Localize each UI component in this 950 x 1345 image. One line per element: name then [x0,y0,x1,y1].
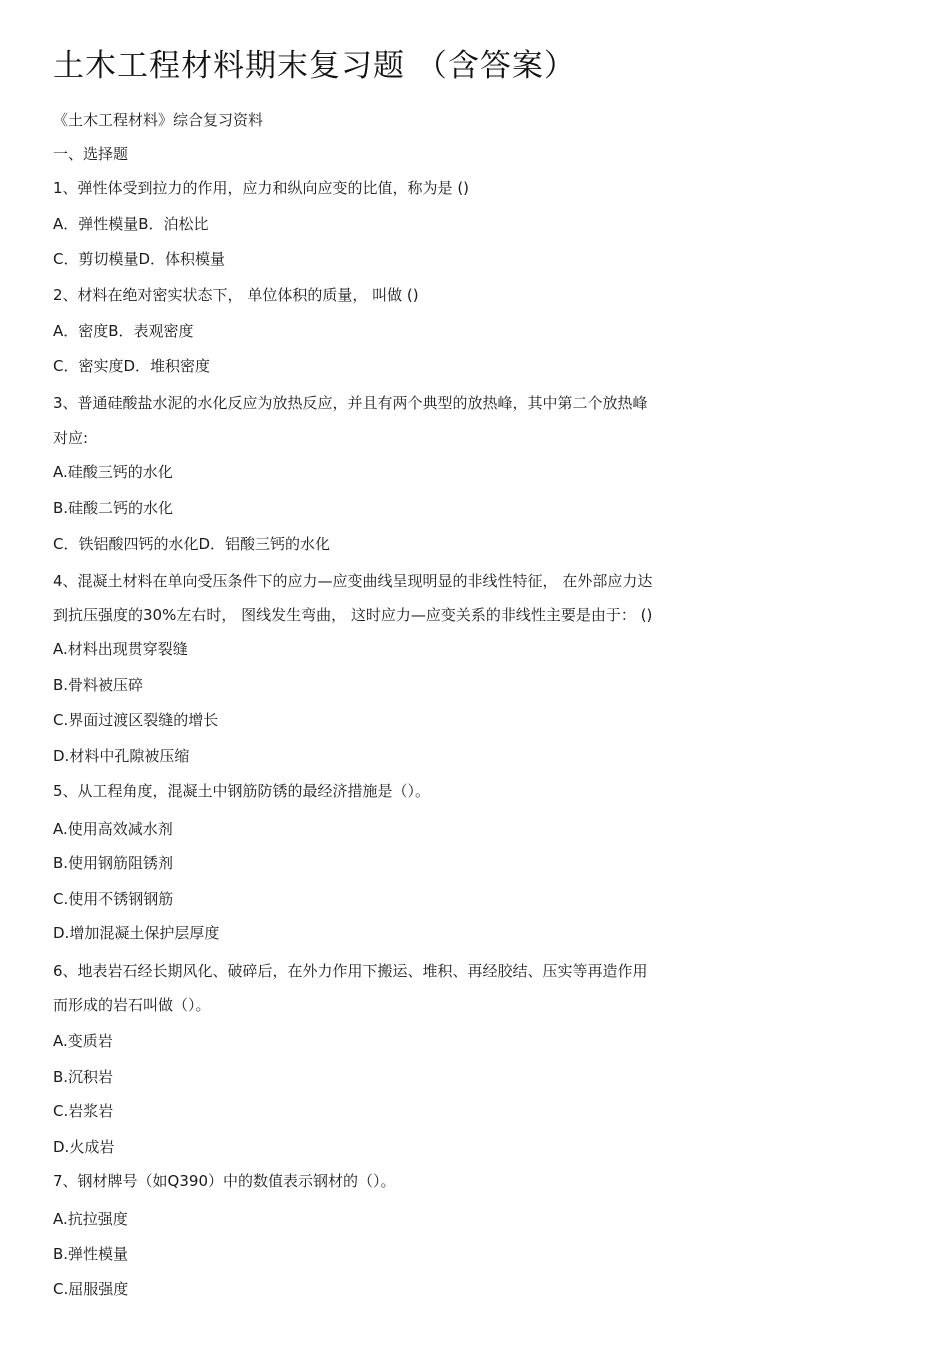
question-4: 4、混凝土材料在单向受压条件下的应力—应变曲线呈现明显的非线性特征， 在外部应力达 [53,572,653,590]
question-1: 1、弹性体受到拉力的作用，应力和纵向应变的比值，称为是 () [53,179,470,197]
option-line: C.岩浆岩 [53,1102,114,1120]
option-line: B.骨料被压碎 [53,676,144,694]
option-line: C．铁铝酸四钙的水化D．铝酸三钙的水化 [53,535,331,553]
section-heading: 一、选择题 [53,145,129,163]
option-line: C.使用不锈钢钢筋 [53,890,174,908]
question-5: 5、从工程角度，混凝土中钢筋防锈的最经济措施是（）。 [53,782,431,800]
option-line: C.屈服强度 [53,1280,129,1298]
option-line: D.增加混凝土保护层厚度 [53,924,220,942]
question-6: 6、地表岩石经长期风化、破碎后，在外力作用下搬运、堆积、再经胶结、压实等再造作用 [53,962,648,980]
question-2: 2、材料在绝对密实状态下， 单位体积的质量， 叫做 () [53,286,419,304]
question-7: 7、钢材牌号（如Q390）中的数值表示钢材的（）。 [53,1172,396,1190]
option-line: A.使用高效减水剂 [53,820,173,838]
option-line: B.硅酸二钙的水化 [53,499,174,517]
option-line: A.硅酸三钙的水化 [53,463,173,481]
question-4-continued: 到抗压强度的30%左右时， 图线发生弯曲， 这时应力—应变关系的非线性主要是由于： () [53,606,653,624]
option-line: D.火成岩 [53,1138,115,1156]
option-line: B.弹性模量 [53,1245,129,1263]
question-6-continued: 而形成的岩石叫做（）。 [53,996,211,1014]
option-line: A.材料出现贯穿裂缝 [53,640,188,658]
option-line: A.抗拉强度 [53,1210,128,1228]
option-line: A．弹性模量B．泊松比 [53,215,209,233]
option-line: C.界面过渡区裂缝的增长 [53,711,219,729]
option-line: B.使用钢筋阻锈剂 [53,854,174,872]
option-line: C．剪切模量D．体积模量 [53,250,226,268]
option-line: B.沉积岩 [53,1068,114,1086]
document-subtitle: 《土木工程材料》综合复习资料 [53,111,264,129]
document-title: 土木工程材料期末复习题 （含答案） [53,48,576,84]
option-line: D.材料中孔隙被压缩 [53,747,190,765]
option-line: A．密度B．表观密度 [53,322,194,340]
option-line: A.变质岩 [53,1032,113,1050]
question-3-continued: 对应: [53,429,89,447]
option-line: C．密实度D．堆积密度 [53,357,211,375]
question-3: 3、普通硅酸盐水泥的水化反应为放热反应，并且有两个典型的放热峰，其中第二个放热峰 [53,394,648,412]
